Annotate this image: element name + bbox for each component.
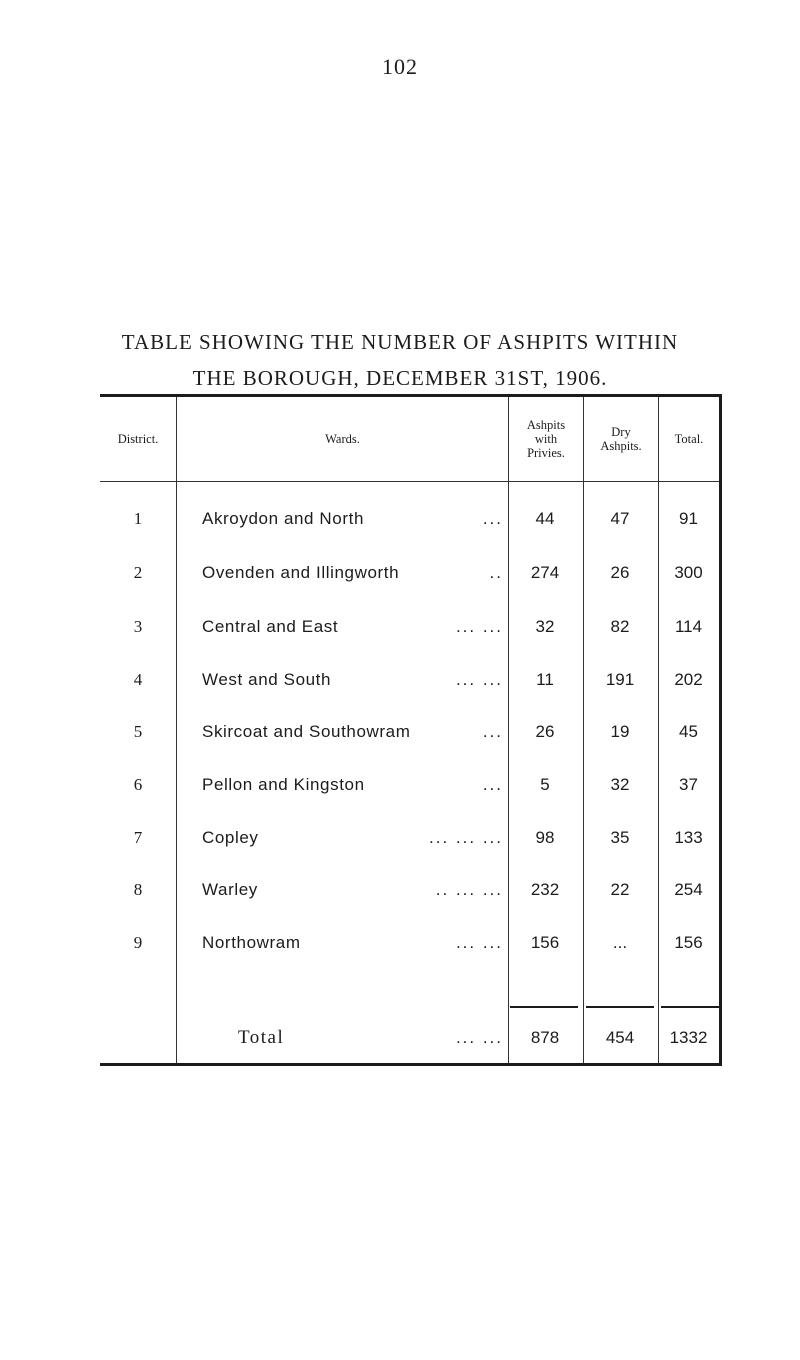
total-count: 45 — [679, 722, 698, 741]
dry-count: 35 — [610, 828, 630, 847]
total-count: 202 — [674, 670, 703, 689]
header-total: Total. — [674, 432, 704, 446]
ward-name: Akroydon and North ... — [202, 509, 503, 528]
title-line-2: THE BOROUGH, DECEMBER 31ST, 1906. — [192, 366, 608, 390]
header-privies-line-3: Privies. — [527, 446, 565, 460]
table-row — [100, 870, 719, 910]
privies-count: 26 — [535, 722, 555, 741]
total-count: 254 — [674, 880, 703, 899]
table-row — [100, 499, 719, 539]
district-number: 6 — [133, 775, 143, 794]
privies-count: 156 — [530, 933, 560, 952]
ward-name: Pellon and Kingston ... — [202, 775, 503, 794]
header-dry-line-1: Dry — [611, 425, 631, 439]
header-district: District. — [117, 432, 159, 446]
total-count: 133 — [674, 828, 703, 847]
district-number: 9 — [133, 933, 143, 952]
district-number: 7 — [133, 828, 143, 847]
privies-count: 44 — [535, 509, 555, 528]
total-count: 91 — [679, 509, 698, 528]
ward-name: Central and East ... ... — [202, 617, 503, 636]
privies-count: 274 — [530, 563, 560, 582]
dry-count: 32 — [610, 775, 630, 794]
privies-count: 232 — [530, 880, 560, 899]
header-privies-line-2: with — [534, 432, 558, 446]
totals-row — [100, 1018, 719, 1058]
privies-count: 11 — [536, 670, 554, 689]
ward-name: Copley ... ... ... — [202, 828, 503, 847]
page-number: 102 — [382, 54, 418, 79]
table-row — [100, 765, 719, 805]
privies-count: 5 — [540, 775, 550, 794]
ward-name: West and South ... ... — [202, 670, 503, 689]
total-privies: 878 — [530, 1028, 560, 1047]
title-line-1: TABLE SHOWING THE NUMBER OF ASHPITS WITHIN — [121, 330, 679, 354]
privies-count: 32 — [535, 617, 555, 636]
header-wards: Wards. — [325, 432, 360, 446]
total-count: 300 — [674, 563, 703, 582]
table-row — [100, 607, 719, 647]
header-privies-line-1: Ashpits — [526, 418, 566, 432]
total-count: 37 — [679, 775, 698, 794]
header-ashpits-with-privies — [509, 397, 583, 481]
table-row — [100, 553, 719, 593]
district-number: 5 — [133, 722, 143, 741]
dry-count: 26 — [610, 563, 630, 582]
totals-label: Total ... ... — [238, 1027, 503, 1048]
dry-count: 191 — [605, 670, 635, 689]
header-rule — [100, 481, 719, 482]
privies-count: 98 — [535, 828, 555, 847]
ashpits-table — [100, 394, 722, 1066]
grand-total: 1332 — [669, 1028, 708, 1047]
table-title — [0, 324, 800, 396]
ward-name: Ovenden and Illingworth .. — [202, 563, 503, 582]
total-count: 114 — [674, 617, 703, 636]
district-number: 8 — [133, 880, 143, 899]
dry-count: 47 — [610, 509, 630, 528]
dry-count: ... — [612, 933, 628, 952]
table-row — [100, 660, 719, 700]
table-row — [100, 818, 719, 858]
ward-name: Northowram ... ... — [202, 933, 503, 952]
total-rule-total — [661, 1006, 719, 1008]
district-number: 4 — [133, 670, 143, 689]
district-number: 2 — [133, 563, 143, 582]
district-number: 3 — [133, 617, 143, 636]
dry-count: 22 — [610, 880, 630, 899]
header-dry-ashpits — [584, 397, 658, 481]
total-count: 156 — [674, 933, 703, 952]
dry-count: 19 — [610, 722, 630, 741]
district-number: 1 — [133, 509, 143, 528]
total-dry: 454 — [605, 1028, 635, 1047]
total-rule-privies — [510, 1006, 578, 1008]
ward-name: Warley .. ... ... — [202, 880, 503, 899]
ward-name: Skircoat and Southowram ... — [202, 722, 503, 741]
total-rule-dry — [586, 1006, 654, 1008]
dry-count: 82 — [610, 617, 630, 636]
table-row — [100, 712, 719, 752]
table-row — [100, 923, 719, 963]
header-dry-line-2: Ashpits. — [600, 439, 642, 453]
